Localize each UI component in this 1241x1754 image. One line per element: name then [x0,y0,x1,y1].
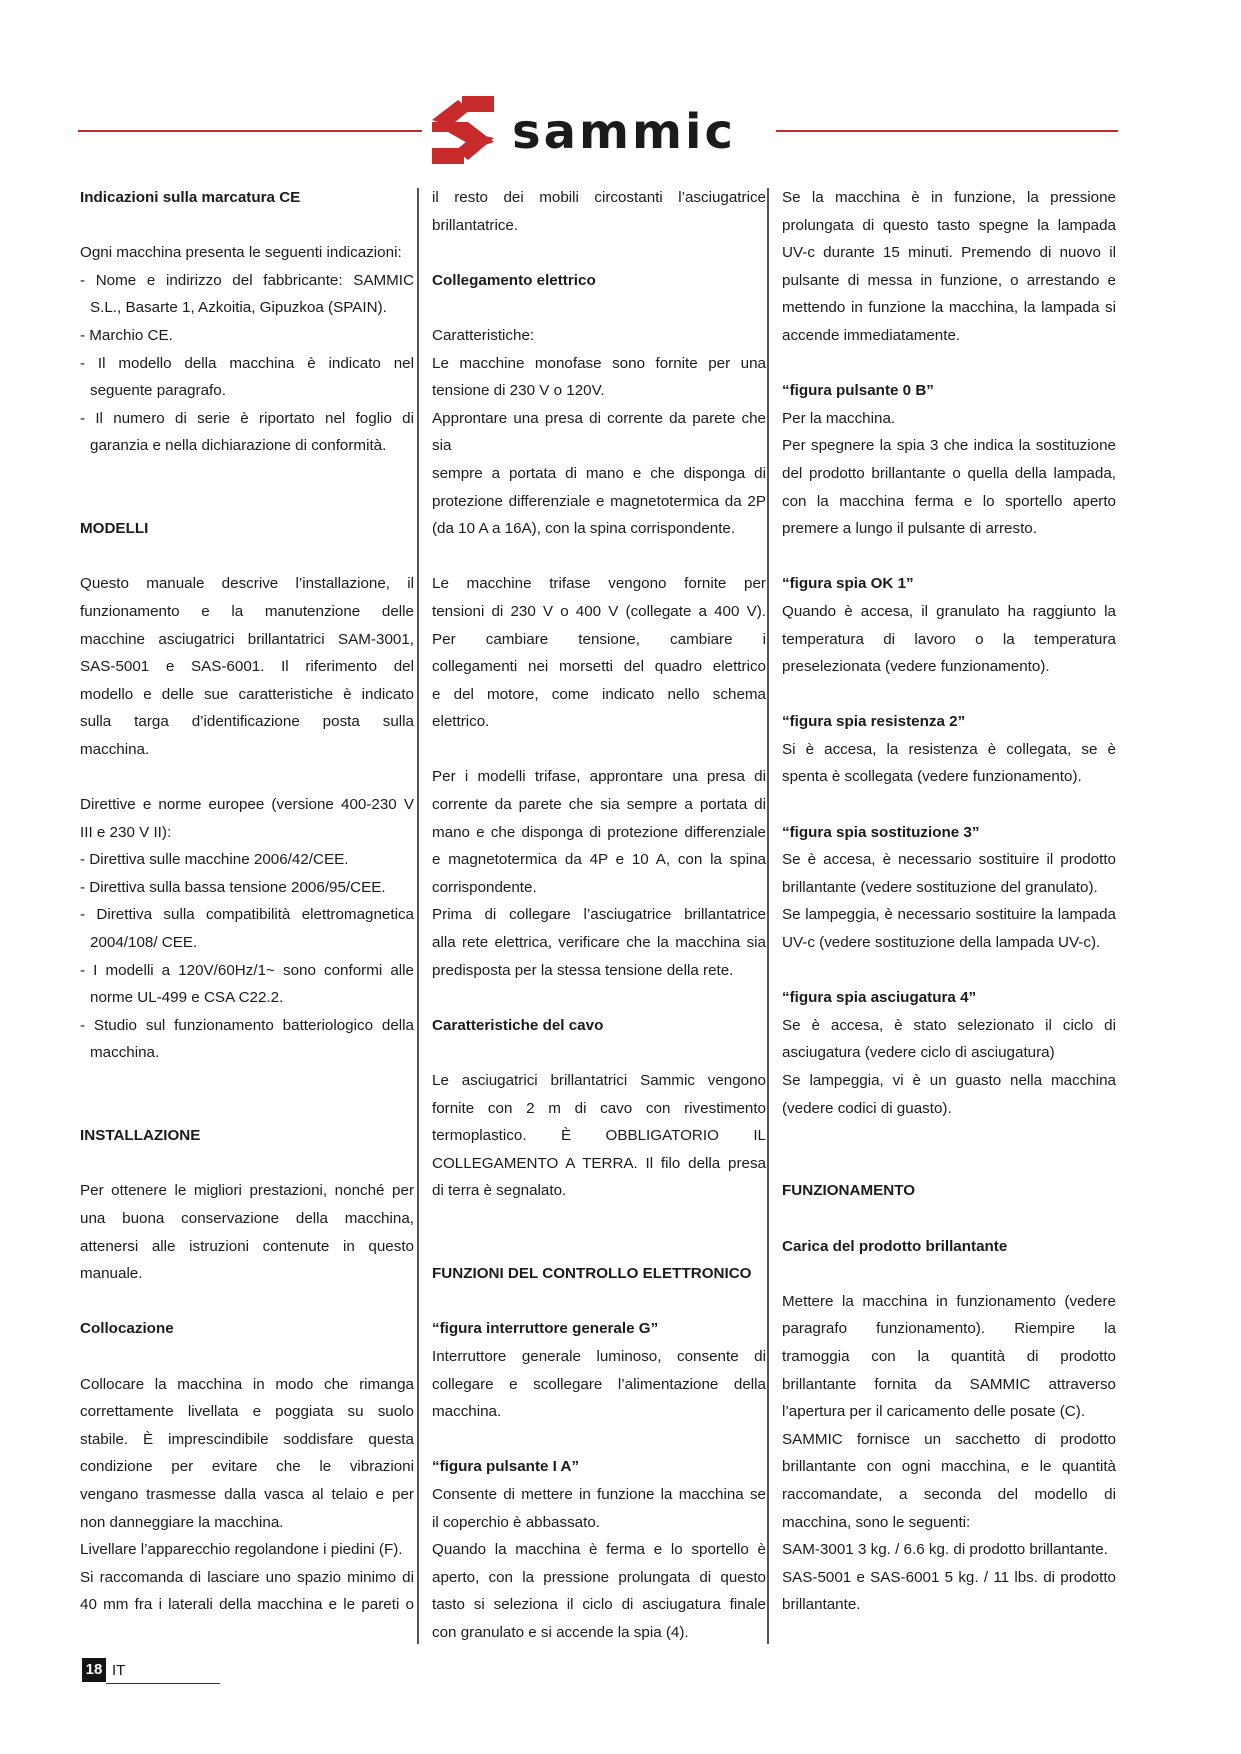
list-item: - Studio sul funzionamento batteriologico della [80,1016,414,1034]
text-line: l’apertura per il caricamento delle posate (C). [782,1403,1086,1421]
section-heading: Indicazioni sulla marcatura CE [80,189,301,206]
text-line: tensione di 230 V o 120V. [432,382,605,400]
list-item: - Direttiva sulle macchine 2006/42/CEE. [80,851,349,869]
figure-heading: “figura spia OK 1” [782,575,914,593]
text-line: Se è accesa, è necessario sostituire il prodotto [782,851,1116,869]
text-line: brillantante con ogni macchina, e le quantità [782,1458,1116,1476]
footer-rule [106,1683,220,1684]
list-item-cont: norme UL-499 e CSA C22.2. [90,989,284,1007]
text-line: corrispondente. [432,878,537,896]
text-line: Prima di collegare l’asciugatrice brillantatrice [432,906,766,924]
paragraph: Ogni macchina presenta le seguenti indicazioni: [80,244,402,262]
text-line: mano e che disponga di protezione differenziale [432,823,766,841]
text-line: COLLEGAMENTO A TERRA. Il filo della presa [432,1154,766,1172]
sammic-logo-icon [428,92,770,168]
text-line: e magnetotermica da 4P e 10 A, con la spina [432,851,766,869]
text-line: temperatura di lavoro o la temperatura [782,630,1116,648]
text-line: Per cambiare tensione, cambiare i [432,630,766,648]
text-line: Approntare una presa di corrente da parete che sia [432,409,766,455]
section-heading: Collocazione [80,1320,174,1338]
text-line: Se è accesa, è stato selezionato il ciclo di [782,1016,1116,1034]
text-line: paragrafo funzionamento). Riempire la [782,1320,1116,1338]
list-item-cont: garanzia e nella dichiarazione di conformità. [90,437,387,455]
text-line: Se lampeggia, vi è un guasto nella macchina [782,1072,1116,1089]
text-line: III e 230 V II): [80,823,172,841]
text-line: macchina, sono le seguenti: [782,1513,971,1531]
text-line: asciugatura (vedere ciclo di asciugatura) [782,1044,1055,1062]
text-line: vengano trasmesse dalla vasca al telaio e per [80,1485,414,1503]
text-line: Per spegnere la spia 3 che indica la sostituzione [782,437,1116,455]
text-line: attenersi alle istruzioni contenute in questo [80,1237,414,1255]
text-line: sempre a portata di mano e che disponga di [432,464,766,482]
list-item: - Direttiva sulla bassa tensione 2006/95/CEE. [80,878,386,896]
text-line: mettendo in funzione la macchina, la lampada si [782,299,1116,317]
list-item-cont: seguente paragrafo. [90,382,226,400]
text-line: Quando è accesa, il granulato ha raggiunto la [782,602,1116,620]
section-heading: INSTALLAZIONE [80,1127,201,1145]
section-heading: FUNZIONI DEL CONTROLLO ELETTRONICO [432,1265,752,1283]
text-line: spenta è scollegata (vedere funzionamento). [782,768,1082,786]
text-line: pulsante di messa in funzione, o arrestando e [782,271,1116,289]
text-line: Direttive e norme europee (versione 400-230 V [80,796,414,814]
text-line: non danneggiare la macchina. [80,1513,284,1531]
text-line: Livellare l’apparecchio regolandone i piedini (F). [80,1541,403,1559]
header-rule-right [776,130,1118,132]
text-line: brillantante (vedere sostituzione del granulato). [782,878,1098,896]
text-line: macchina. [80,740,150,758]
figure-heading: “figura pulsante 0 B” [782,382,934,400]
text-line: sulla targa d’identificazione posta sulla [80,713,414,731]
text-line: prolungata di questo tasto spegne la lampada [782,216,1116,234]
language-code: IT [112,1662,126,1679]
text-line: con la macchina ferma e lo sportello aperto [782,492,1116,510]
svg-text:sammic: sammic [512,104,736,160]
list-item: - Il numero di serie è riportato nel foglio di [80,409,414,427]
text-line: Consente di mettere in funzione la macchina se [432,1485,766,1503]
text-line: Si è accesa, la resistenza è collegata, se è [782,740,1116,758]
text-line: Questo manuale descrive l’installazione, il [80,575,414,593]
text-line: tramoggia con la quantità di prodotto [782,1347,1116,1365]
text-line: Le macchine monofase sono fornite per una [432,354,766,372]
text-line: UV-c durante 15 minuti. Premendo di nuovo il [782,244,1116,262]
text-line: SAM-3001 3 kg. / 6.6 kg. di prodotto brillantante. [782,1541,1108,1559]
text-line: UV-c (vedere sostituzione della lampada UV-c). [782,934,1101,952]
text-line: raccomandate, a seconda del modello di [782,1485,1116,1503]
text-line: Si raccomanda di lasciare uno spazio minimo di [80,1568,414,1586]
text-line: Per ottenere le migliori prestazioni, nonché per [80,1182,414,1200]
text-line: Per la macchina. [782,409,896,427]
text-line: del prodotto brillantante o quella della lampada, [782,464,1116,482]
text-line: macchine asciugatrici brillantatrici SAM-3001, [80,630,414,648]
text-line: accende immediatamente. [782,326,961,344]
list-item: - Marchio CE. [80,326,173,344]
text-line: Caratteristiche: [432,326,535,344]
text-line: collegare e scollegare l’alimentazione della [432,1375,766,1393]
figure-heading: “figura spia asciugatura 4” [782,989,977,1007]
text-line: e del motore, come indicato nello schema [432,685,766,703]
text-line: manuale. [80,1265,143,1283]
section-heading: Carica del prodotto brillantante [782,1237,1008,1255]
list-item: - Nome e indirizzo del fabbricante: SAMMIC [80,271,414,289]
text-line: 40 mm fra i laterali della macchina e le pareti o [80,1596,414,1614]
text-line: aperto, con la pressione prolungata di questo [432,1568,766,1586]
text-line: elettrico. [432,713,490,731]
section-heading: Collegamento elettrico [432,271,596,289]
sammic-logo [428,92,770,168]
text-line: con granulato e si accende la spia (4). [432,1623,689,1641]
list-item: - Il modello della macchina è indicato nel [80,354,414,372]
text-line: funzionamento e la manutenzione delle [80,602,414,620]
text-line: Quando la macchina è ferma e lo sportello è [432,1541,766,1559]
text-line: termoplastico. È OBBLIGATORIO IL [432,1127,766,1145]
column-separator [767,188,769,1644]
text-line: Interruttore generale luminoso, consente di [432,1347,766,1365]
column-2 [432,184,766,1646]
figure-heading: “figura interruttore generale G” [432,1320,659,1338]
text-line: modello e delle sue caratteristiche è indicato [80,685,414,703]
text-line: tasto si seleziona il ciclo di asciugatura finale [432,1596,766,1614]
text-line: il resto dei mobili circostanti l’asciugatrice [432,189,766,206]
list-item-cont: macchina. [90,1044,160,1062]
section-heading: FUNZIONAMENTO [782,1182,916,1200]
text-line: di terra è segnalato. [432,1182,567,1200]
text-line: Mettere la macchina in funzionamento (vedere [782,1292,1116,1310]
figure-heading: “figura pulsante I A” [432,1458,580,1476]
text-line: (vedere codici di guasto). [782,1099,952,1117]
text-line: condizione per evitare che le vibrazioni [80,1458,414,1476]
text-line: fornite con 2 m di cavo con rivestimento [432,1099,766,1117]
list-item: - Direttiva sulla compatibilità elettromagnetica [80,906,414,924]
section-heading: MODELLI [80,520,149,538]
text-line: (da 10 A a 16A), con la spina corrispondente. [432,520,736,538]
column-separator [417,188,419,1644]
text-line: Le macchine trifase vengono fornite per [432,575,766,593]
figure-heading: “figura spia sostituzione 3” [782,823,980,841]
text-line: brillantante fornita da SAMMIC attraverso [782,1375,1116,1393]
text-line: collegamenti nei morsetti del quadro elettrico [432,658,766,676]
text-line: corrente da parete che sia sempre a portata di [432,796,766,814]
text-line: Se lampeggia, è necessario sostituire la lampada [782,906,1116,924]
header-rule-left [78,130,422,132]
text-line: correttamente livellata e poggiata su suolo [80,1403,414,1421]
text-line: premere a lungo il pulsante di arresto. [782,520,1037,538]
text-line: brillantante. [782,1596,861,1614]
text-line: SAS-5001 e SAS-6001. Il riferimento del [80,658,414,676]
list-item-cont: S.L., Basarte 1, Azkoitia, Gipuzkoa (SPAIN). [90,299,387,317]
list-item: - I modelli a 120V/60Hz/1~ sono conformi alle [80,961,414,979]
text-line: Per i modelli trifase, approntare una presa di [432,768,766,786]
column-3 [782,184,1116,1619]
text-line: protezione differenziale e magnetotermica da 2P [432,492,766,510]
text-line: stabile. È imprescindibile soddisfare questa [80,1430,414,1448]
text-line: preselezionata (vedere funzionamento). [782,658,1050,676]
text-line: macchina. [432,1403,502,1421]
figure-heading: “figura spia resistenza 2” [782,713,966,731]
text-line: il coperchio è abbassato. [432,1513,601,1531]
page-number: 18 [82,1658,106,1682]
list-item-cont: 2004/108/ CEE. [90,934,198,952]
text-line: tensioni di 230 V o 400 V (collegate a 400 V). [432,602,766,620]
column-1 [80,184,414,1619]
text-line: Se la macchina è in funzione, la pressione [782,189,1116,206]
text-line: alla rete elettrica, verificare che la macchina sia [432,934,766,952]
text-line: Le asciugatrici brillantatrici Sammic vengono [432,1072,766,1089]
text-line: SAS-5001 e SAS-6001 5 kg. / 11 lbs. di prodotto [782,1568,1116,1586]
section-heading: Caratteristiche del cavo [432,1016,604,1034]
text-line: predisposta per la stessa tensione della rete. [432,961,734,979]
text-line: Collocare la macchina in modo che rimanga [80,1375,414,1393]
text-line: una buona conservazione della macchina, [80,1209,414,1227]
page-header [78,92,1118,168]
text-line: SAMMIC fornisce un sacchetto di prodotto [782,1430,1116,1448]
text-line: brillantatrice. [432,216,519,234]
